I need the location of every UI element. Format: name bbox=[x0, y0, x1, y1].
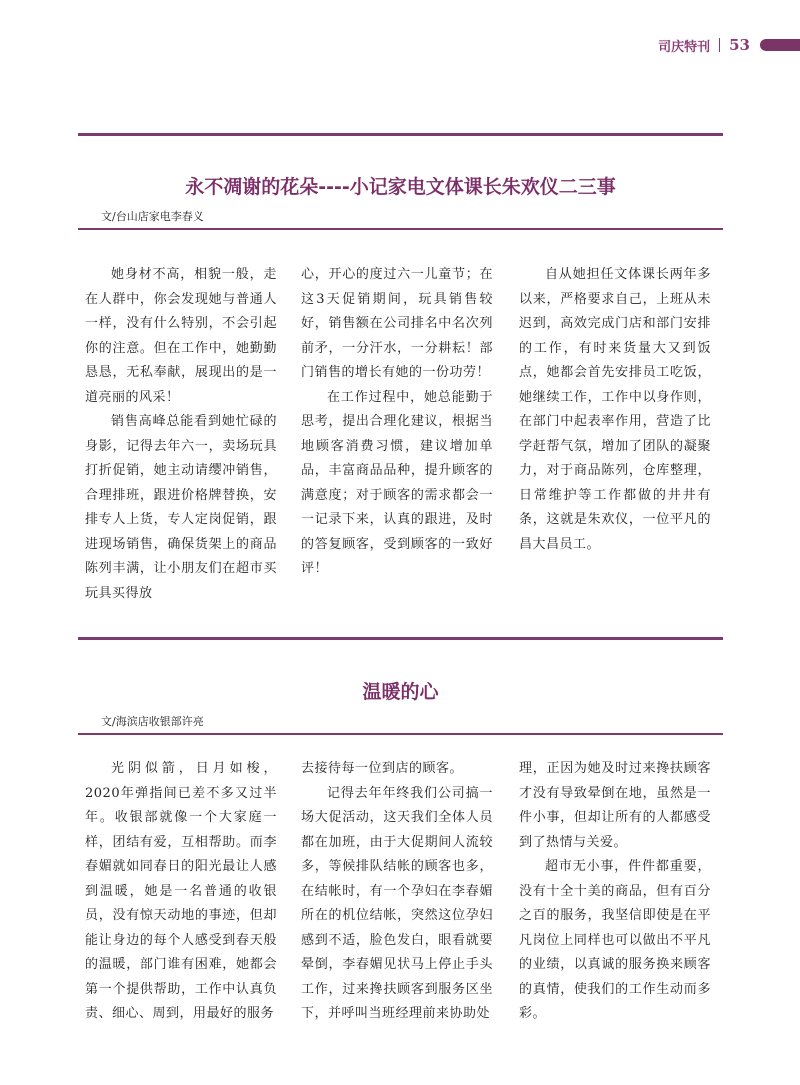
article2-column-2 bbox=[301, 757, 493, 1027]
article2-top-rule bbox=[78, 637, 723, 640]
article1-bottom-rule bbox=[78, 228, 723, 230]
paragraph: 理，正因为她及时过来搀扶顾客才没有导致晕倒在地，虽然是一件小事，但却让所有的人都感受到了热情与关爱。 bbox=[519, 761, 711, 850]
article2-column-1 bbox=[85, 757, 277, 1027]
magazine-name: 司庆特刊 bbox=[658, 39, 711, 55]
article1-top-rule bbox=[78, 133, 723, 136]
article1-column-3 bbox=[519, 263, 711, 557]
paragraph: 心，开心的度过六一儿童节；在这3天促销期间，玩具销售较好，销售额在公司排名中名次列前矛，一分汗水，一分耕耘！部门销售的增长有她的一份功劳！ bbox=[301, 267, 493, 380]
paragraph: 销售高峰总能看到她忙碌的身影，记得去年六一，卖场玩具打折促销，她主动请缨冲销售，合理排班，跟进价格牌替换，安排专人上货，专人定岗促销，跟进现场销售，确保货架上的商品陈列丰满，让小朋友们在超市买玩具买得放 bbox=[85, 414, 277, 601]
article1-column-1 bbox=[85, 263, 277, 606]
paragraph: 记得去年年终我们公司搞一场大促活动，这天我们全体人员都在加班，由于大促期间人流较多，等候排队结帐的顾客也多，在结帐时，有一个孕妇在李春媚所在的机位结帐，突然这位孕妇感到不适，脸色发白，眼看就要晕倒，李春媚见状马上停止手头工作，过来搀扶顾客到服务区坐下，并呼叫当班经理前来协助处 bbox=[301, 785, 493, 1021]
paragraph: 在工作过程中，她总能勤于思考，提出合理化建议，根据当地顾客消费习惯，建议增加单品，丰富商品品种，提升顾客的满意度；对于顾客的需求都会一一记录下来，认真的跟进，及时的答复顾客，受到顾客的一致好评！ bbox=[301, 389, 493, 576]
paragraph: 去接待每一位到店的顾客。 bbox=[301, 761, 464, 776]
paragraph: 自从她担任文体课长两年多以来，严格要求自己，上班从未迟到，高效完成门店和部门安排的工作，有时来货量大又到饭点，她都会首先安排员工吃饭，她继续工作，工作中以身作则，在部门中起表率作用，营造了比学赶帮气氛，增加了团队的凝聚力，对于商品陈列，仓库整理，日常维护等工作都做的井井有条，这就是朱欢仪，一位平凡的昌大昌员工。 bbox=[519, 267, 711, 552]
header-tab-decoration bbox=[760, 39, 800, 51]
header-divider bbox=[719, 38, 720, 52]
article2-bottom-rule bbox=[78, 733, 723, 735]
article2-column-3 bbox=[519, 757, 711, 1027]
article1-column-2 bbox=[301, 263, 493, 582]
paragraph: 她身材不高，相貌一般，走在人群中，你会发现她与普通人一样，没有什么特别，不会引起你的注意。但在工作中，她勤勤恳恳，无私奉献，展现出的是一道亮丽的风采！ bbox=[85, 267, 277, 405]
page-header bbox=[658, 34, 800, 56]
article1-title: 永不凋谢的花朵----小记家电文体课长朱欢仪二三事 bbox=[185, 176, 616, 198]
paragraph: 光阴似箭，日月如梭，2020年弹指间已差不多又过半年。收银部就像一个大家庭一样，团结有爱，互相帮助。而李春媚就如同春日的阳光最让人感到温暖，她是一名普通的收银员，没有惊天动地的事迹，但却能让身边的每个人感受到春天般的温暖，部门谁有困难，她都会第一个提供帮助，工作中认真负责、细心、周到，用最好的服务 bbox=[85, 761, 277, 1021]
page-number: 53 bbox=[729, 36, 750, 54]
article2-byline: 文/海滨店收银部许亮 bbox=[101, 715, 204, 728]
paragraph: 超市无小事，件件都重要，没有十全十美的商品，但有百分之百的服务，我坚信即使是在平凡岗位上同样也可以做出不平凡的业绩，以真诚的服务换来顾客的真情，使我们的工作生动而多彩。 bbox=[519, 859, 711, 1021]
article2-title: 温暖的心 bbox=[362, 681, 439, 703]
article1-byline: 文/台山店家电李春义 bbox=[101, 210, 204, 223]
